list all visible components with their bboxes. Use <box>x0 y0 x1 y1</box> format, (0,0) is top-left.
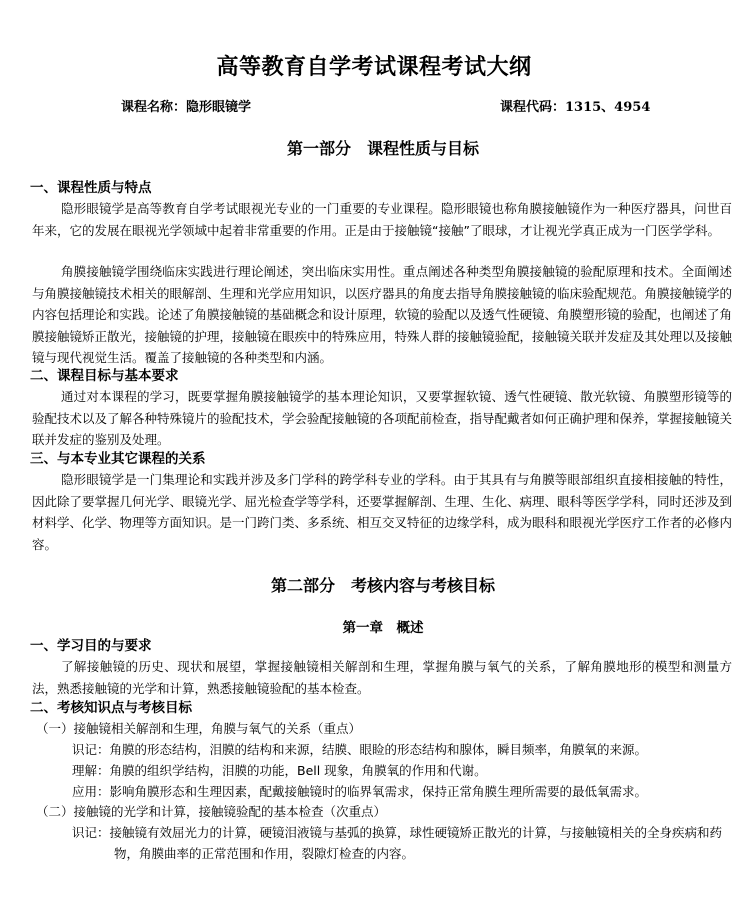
subsection-heading: （二）接触镜的光学和计算，接触镜验配的基本检查（次重点） <box>36 804 387 819</box>
part2-title: 第二部分 考核内容与考核目标 <box>270 576 495 595</box>
chapter-title: 第一章 概述 <box>342 620 424 636</box>
paragraph: 隐形眼镜学是高等教育自学考试眼视光专业的一门重要的专业课程。隐形眼镜也称角膜接触镜作为一种医疗器具，问世百年来，它的发展在眼视光学领域中起着非常重要的作用。正是由于接触镜“接触”了眼球，才让视光学真正成为一门医学学科。 <box>32 201 732 238</box>
section-heading: 一、课程性质与特点 <box>30 180 152 196</box>
list-item: 应用：影响角膜形态和生理因素，配戴接触镜时的临界氧需求，保持正常角膜生理所需要的最低氧需求。 <box>72 784 648 799</box>
list-item: 识记：接触镜有效屈光力的计算，硬镜泪液镜与基弧的换算，球性硬镜矫正散光的计算，与接触镜相关的全身疾病和药物，角膜曲率的正常范围和作用，裂隙灯检查的内容。 <box>72 825 723 861</box>
subsection-heading: （一）接触镜相关解剖和生理，角膜与氧气的关系（重点） <box>36 721 362 736</box>
section-heading: 二、课程目标与基本要求 <box>30 368 179 384</box>
part1-title: 第一部分 课程性质与目标 <box>286 139 479 158</box>
course-name: 课程名称：隐形眼镜学 <box>121 100 252 115</box>
section-heading: 三、与本专业其它课程的关系 <box>30 451 206 467</box>
section-heading: 一、学习目的与要求 <box>30 638 152 654</box>
course-code: 课程代码：1315、4954 <box>500 100 651 115</box>
paragraph: 了解接触镜的历史、现状和展望，掌握接触镜相关解剖和生理，掌握角膜与氧气的关系，了解角膜地形的模型和测量方法，熟悉接触镜的光学和计算，熟悉接触镜验配的基本检查。 <box>32 659 732 696</box>
section-heading: 二、考核知识点与考核目标 <box>30 700 192 716</box>
document-title: 高等教育自学考试课程考试大纲 <box>216 54 532 80</box>
list-item: 理解：角膜的组织学结构，泪膜的功能，Bell 现象，角膜氧的作用和代谢。 <box>72 763 487 778</box>
paragraph: 角膜接触镜学围绕临床实践进行理论阐述，突出临床实用性。重点阐述各种类型角膜接触镜的验配原理和技术。全面阐述与角膜接触镜技术相关的眼解剖、生理和光学应用知识，以医疗器具的角度去指导角膜接触镜的临床验配规范。角膜接触镜学的内容包括理论和实践。论述了角膜接触镜的基础概念和设计原理，软镜的验配以及透气性硬镜、角膜塑形镜的验配，也阐述了角膜接触镜矫正散光，接触镜的护理，接触镜在眼疾中的特殊应用，特殊人群的接触镜验配，接触镜关联并发症及其处理以及接触镜与现代视觉生活。覆盖了接触镜的各种类型和内涵。 <box>32 264 733 365</box>
paragraph: 隐形眼镜学是一门集理论和实践并涉及多门学科的跨学科专业的学科。由于其具有与角膜等眼部组织直接相接触的特性，因此除了要掌握几何光学、眼镜光学、屈光检查学等学科，还要掌握解剖、生理、生化、病理、眼科等医学学科，同时还涉及到材料学、化学、物理等方面知识。是一门跨门类、多系统、相互交叉特征的边缘学科，成为眼科和眼视光学医疗工作者的必修内容。 <box>32 472 733 552</box>
paragraph: 通过对本课程的学习，既要掌握角膜接触镜学的基本理论知识，又要掌握软镜、透气性硬镜、散光软镜、角膜塑形镜等的验配技术以及了解各种特殊镜片的验配技术，学会验配接触镜的各项配前检查，指导配戴者如何正确护理和保养，掌握接触镜关联并发症的鉴别及处理。 <box>32 389 733 447</box>
list-item: 识记：角膜的形态结构，泪膜的结构和来源，结膜、眼睑的形态结构和腺体，瞬目频率，角膜氧的来源。 <box>72 742 648 757</box>
